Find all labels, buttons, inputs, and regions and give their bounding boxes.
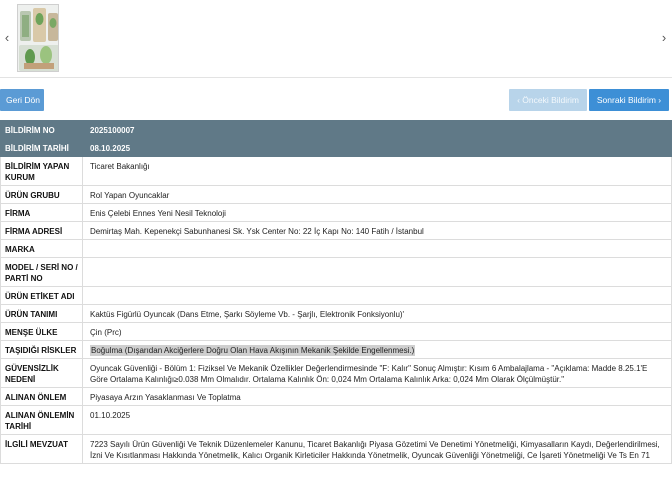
product-thumbnail[interactable] — [17, 4, 59, 72]
detail-row — [1, 121, 672, 139]
detail-label: BİLDİRİM NO — [1, 121, 83, 139]
detail-label: ALINAN ÖNLEM — [1, 388, 83, 406]
detail-row — [1, 240, 672, 258]
detail-row — [1, 359, 672, 388]
detail-row — [1, 222, 672, 240]
image-gallery — [0, 0, 672, 78]
detail-label: MARKA — [1, 240, 83, 258]
detail-row — [1, 305, 672, 323]
detail-row — [1, 435, 672, 464]
detail-row — [1, 341, 672, 359]
detail-label: ÜRÜN GRUBU — [1, 186, 83, 204]
detail-label: FİRMA — [1, 204, 83, 222]
back-button[interactable]: Geri Dön — [0, 89, 44, 111]
detail-value: Rol Yapan Oyuncaklar — [83, 186, 672, 204]
notification-detail-table — [0, 120, 672, 464]
detail-row — [1, 323, 672, 341]
detail-value: Piyasaya Arzın Yasaklanması Ve Toplatma — [83, 388, 672, 406]
detail-value: Enis Çelebi Ennes Yeni Nesil Teknoloji — [83, 204, 672, 222]
gallery-next-icon[interactable]: › — [661, 30, 667, 45]
detail-value: Kaktüs Figürlü Oyuncak (Dans Etme, Şarkı Söyleme Vb. - Şarjlı, Elektronik Fonksiyonlu)' — [83, 305, 672, 323]
detail-label: FİRMA ADRESİ — [1, 222, 83, 240]
detail-value: Ticaret Bakanlığı — [83, 157, 672, 186]
detail-value: 2025100007 — [83, 121, 672, 139]
detail-label: BİLDİRİM TARİHİ — [1, 139, 83, 157]
detail-label: ALINAN ÖNLEMİN TARİHİ — [1, 406, 83, 435]
detail-value: 01.10.2025 — [83, 406, 672, 435]
detail-row — [1, 406, 672, 435]
detail-label: TAŞIDIĞI RİSKLER — [1, 341, 83, 359]
gallery-prev-icon[interactable]: ‹ — [4, 30, 10, 45]
detail-label: MODEL / SERİ NO / PARTİ NO — [1, 258, 83, 287]
detail-row — [1, 258, 672, 287]
detail-value — [83, 287, 672, 305]
detail-label: ÜRÜN TANIMI — [1, 305, 83, 323]
detail-value: Çin (Prc) — [83, 323, 672, 341]
detail-row — [1, 157, 672, 186]
detail-value — [83, 240, 672, 258]
detail-row — [1, 139, 672, 157]
detail-label: MENŞE ÜLKE — [1, 323, 83, 341]
product-image — [18, 5, 59, 72]
next-notification-button[interactable]: Sonraki Bildirim › — [589, 89, 669, 111]
detail-label: İLGİLİ MEVZUAT — [1, 435, 83, 464]
detail-value — [83, 258, 672, 287]
detail-row — [1, 186, 672, 204]
previous-notification-button[interactable]: ‹ Önceki Bildirim — [509, 89, 587, 111]
detail-value: 08.10.2025 — [83, 139, 672, 157]
detail-value: 7223 Sayılı Ürün Güvenliği Ve Teknik Düzenlemeler Kanunu, Ticaret Bakanlığı Piyasa Gözetimi Ve Denetimi Yönetmeliği, Kimyasalların Kaydı, Değerlendirilmesi, İzni Ve Kısıtlanması Hakkında Yönetmelik, Kalıcı Organik Kirleticiler Hakkında Yönetmelik, Oyuncak Güvenliği Yönetmeliği, Ce İşareti Yönetmeliği Ve Ts En 71 — [83, 435, 672, 464]
detail-label: ÜRÜN ETİKET ADI — [1, 287, 83, 305]
detail-value — [83, 341, 672, 359]
detail-label: GÜVENSİZLİK NEDENİ — [1, 359, 83, 388]
detail-row — [1, 388, 672, 406]
detail-row — [1, 287, 672, 305]
detail-row — [1, 204, 672, 222]
highlighted-value: Boğulma (Dışarıdan Akciğerlere Doğru Olan Hava Akışının Mekanik Şekilde Engellenmesi.) — [91, 346, 415, 355]
detail-value: Demirtaş Mah. Kepenekçi Sabunhanesi Sk. Ysk Center No: 22 İç Kapı No: 140 Fatih / İstanbul — [83, 222, 672, 240]
detail-label: BİLDİRİM YAPAN KURUM — [1, 157, 83, 186]
detail-value: Oyuncak Güvenliği - Bölüm 1: Fiziksel Ve Mekanik Özellikler Değerlendirmesinde "F: Kalır" Sonuç Almıştır: Kısım 6 Ambalajlama - "Açıklama: Madde 8.25.1'E Göre Ortalama Kalınlığı≥0.038 Mm Olmalıdır. Ortalama Kalınlık Ön: 0,024 Mm Ortalama Kalınlık Arka: 0,024 Mm Olarak Ölçülmüştür." — [83, 359, 672, 388]
